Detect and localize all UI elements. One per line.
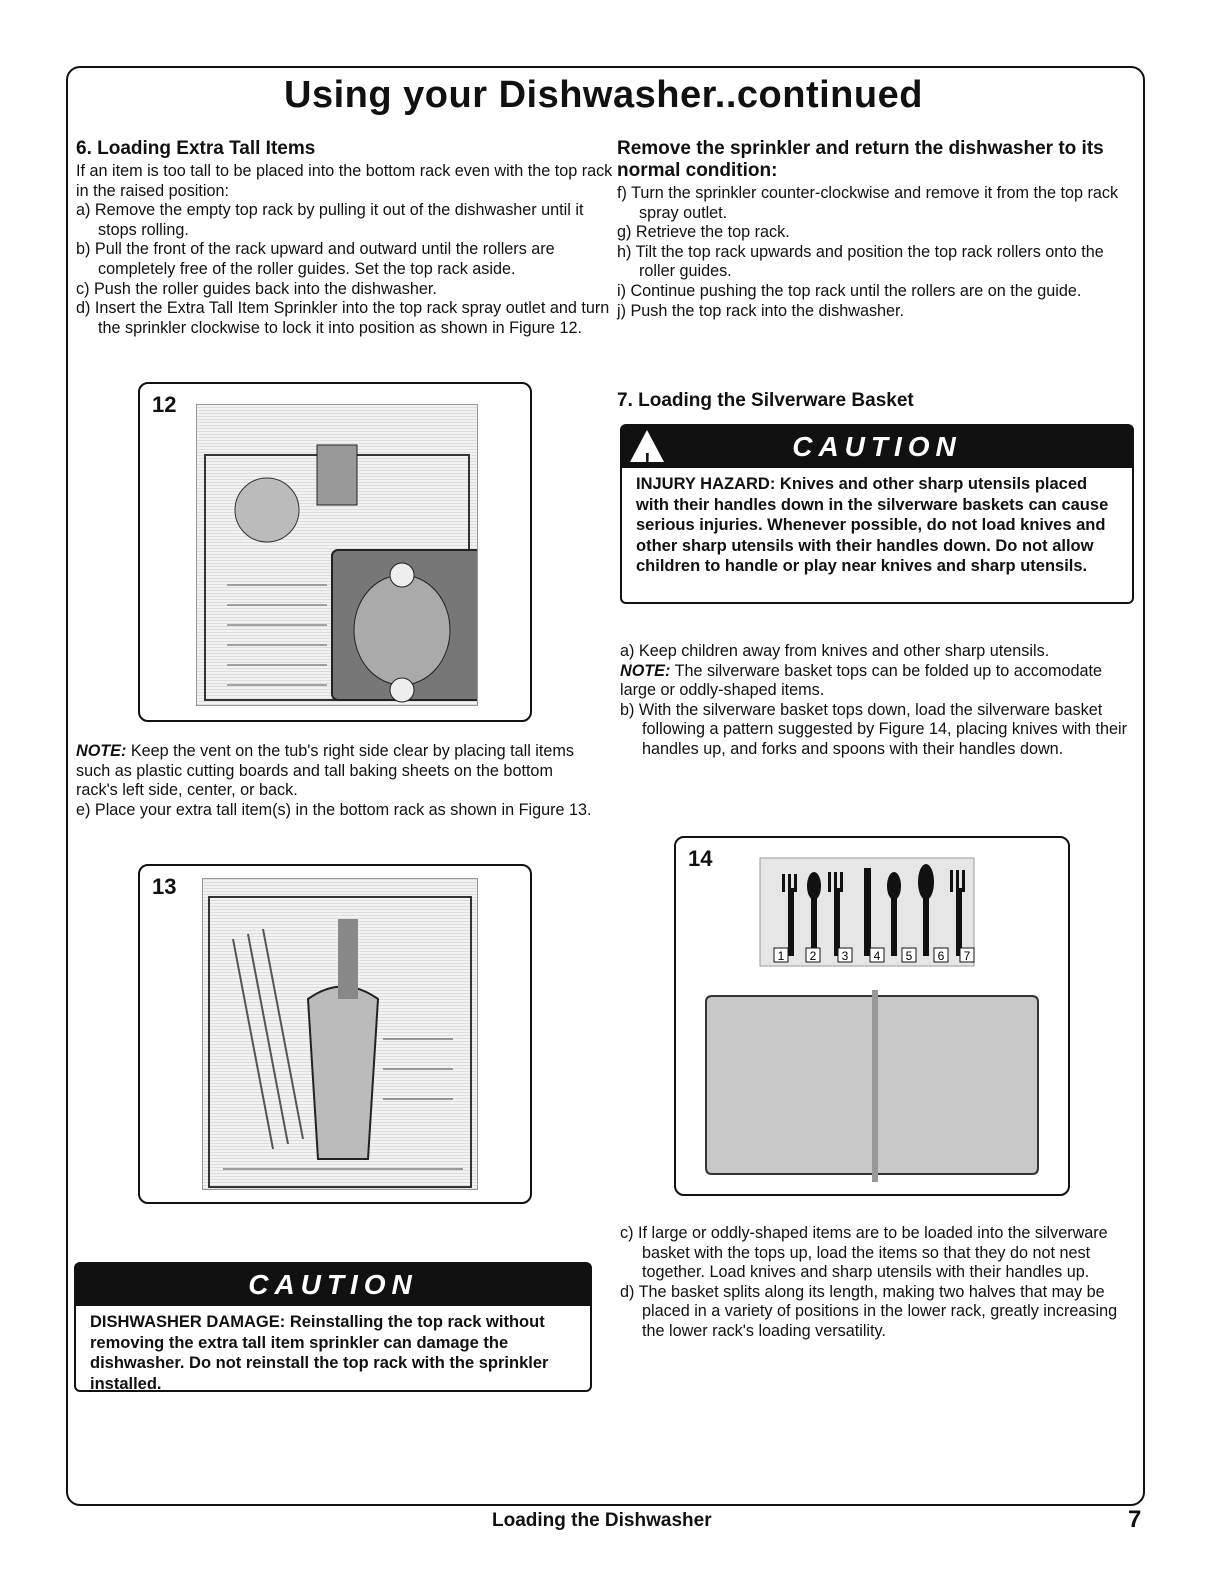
step-b: b) Pull the front of the rack upward and outward until the rollers are completely free of the roller guides. Set the top rack aside. [76,240,555,278]
utensil-number-2: 2 [809,949,817,963]
step-7b: b) With the silverware basket tops down, load the silverware basket following a pattern suggested by Figure 14, placing knives with their handles up, and forks and spoons with their handles down. [620,700,1128,758]
utensil-number-5: 5 [905,949,913,963]
utensil-number-1: 1 [777,949,785,963]
step-h: h) Tilt the top rack upwards and position the top rack rollers onto the roller guides. [617,242,1104,281]
step-g: g) Retrieve the top rack. [617,223,790,242]
figure-14-number: 14 [688,846,713,871]
step-f: f) Turn the sprinkler counter-clockwise and remove it from the top rack spray outlet. [617,184,1119,222]
step-7d: d) The basket splits along its length, making two halves that may be placed in a variety of positions in the lower rack, greatly increasing the lower rack's loading versatility. [620,1282,1118,1340]
step-c: c) Push the roller guides back into the dishwasher. [76,279,437,298]
note-and-step-e [76,742,596,820]
utensil-number-3: 3 [841,949,849,963]
note-paragraph [76,742,596,801]
note-7-text: The silverware basket tops can be folded up to accomodate large or oddly-shaped items. [620,661,1102,700]
note-label: NOTE: [76,742,127,760]
caution-box-dishwasher-damage [74,1262,592,1392]
figure-13 [138,864,532,1204]
section-7-heading: 7. Loading the Silverware Basket [617,390,914,411]
utensil-number-4: 4 [873,949,881,963]
step-e: e) Place your extra tall item(s) in the bottom rack as shown in Figure 13. [76,800,592,819]
step-7a: a) Keep children away from knives and other sharp utensils. [620,642,1050,660]
note-7 [620,662,1130,701]
caution-box-injury-hazard [620,424,1134,604]
silverware-instructions [620,642,1130,760]
figure-12-image [196,404,478,706]
step-j: j) Push the top rack into the dishwasher. [617,301,905,320]
caution-label: CAUTION [76,1264,590,1306]
figure-13-number: 13 [152,874,177,899]
note-7-label: NOTE: [620,661,671,680]
step-a: a) Remove the empty top rack by pulling it out of the dishwasher until it stops rolling. [76,201,584,239]
silverware-basket-diagram [676,838,1068,1194]
dishwasher-sprinkler-illustration [197,405,477,705]
caution-bar [622,426,1132,472]
figure-12 [138,382,532,722]
section-6 [76,138,616,338]
dishwasher-tall-items-illustration [203,879,477,1189]
utensil-number-6: 6 [937,949,945,963]
utensil-number-7: 7 [963,949,971,963]
caution-text: DISHWASHER DAMAGE: Reinstalling the top rack without removing the extra tall item sprinkler can damage the dishwasher. Do not reinstall the top rack with the sprinkler installed. [90,1313,549,1393]
caution-text-right: INJURY HAZARD: Knives and other sharp utensils placed with their handles down in the silverware baskets can cause serious injuries. Whenever possible, do not load knives and other sharp utensils with their handles down. Do not allow children to handle or play near knives and sharp utensils. [636,475,1109,575]
figure-13-image [202,878,478,1190]
caution-label-right: CAUTION [792,431,962,462]
remove-sprinkler-heading: Remove the sprinkler and return the dishwasher to its normal condition: [617,138,1104,181]
basket-grid [706,990,1038,1182]
page-number: 7 [1128,1506,1142,1533]
figure-12-number: 12 [152,392,177,417]
silverware-more-instructions [620,1224,1130,1342]
footer-section-title: Loading the Dishwasher [492,1510,712,1531]
figure-14 [674,836,1070,1196]
step-i: i) Continue pushing the top rack until the rollers are on the guide. [617,281,1082,300]
page-title: Using your Dishwasher..continued [284,74,923,116]
exclamation-icon: ! [644,450,651,472]
section-7-header [617,390,1129,414]
step-d: d) Insert the Extra Tall Item Sprinkler into the top rack spray outlet and turn the sprinkler clockwise to lock it into position as shown in Figure 12. [76,299,610,337]
section-6-intro: If an item is too tall to be placed into the bottom rack even with the top rack in the raised position: [76,162,613,200]
remove-sprinkler-section [617,138,1129,321]
section-6-heading: 6. Loading Extra Tall Items [76,138,316,159]
note-text: Keep the vent on the tub's right side clear by placing tall items such as plastic cutting boards and tall baking sheets on the bottom rack's left side, center, or back. [76,742,574,800]
step-7c: c) If large or oddly-shaped items are to be loaded into the silverware basket with the tops up, load the items so that they do not nest together. Load knives and sharp utensils with their handles up. [620,1224,1108,1282]
